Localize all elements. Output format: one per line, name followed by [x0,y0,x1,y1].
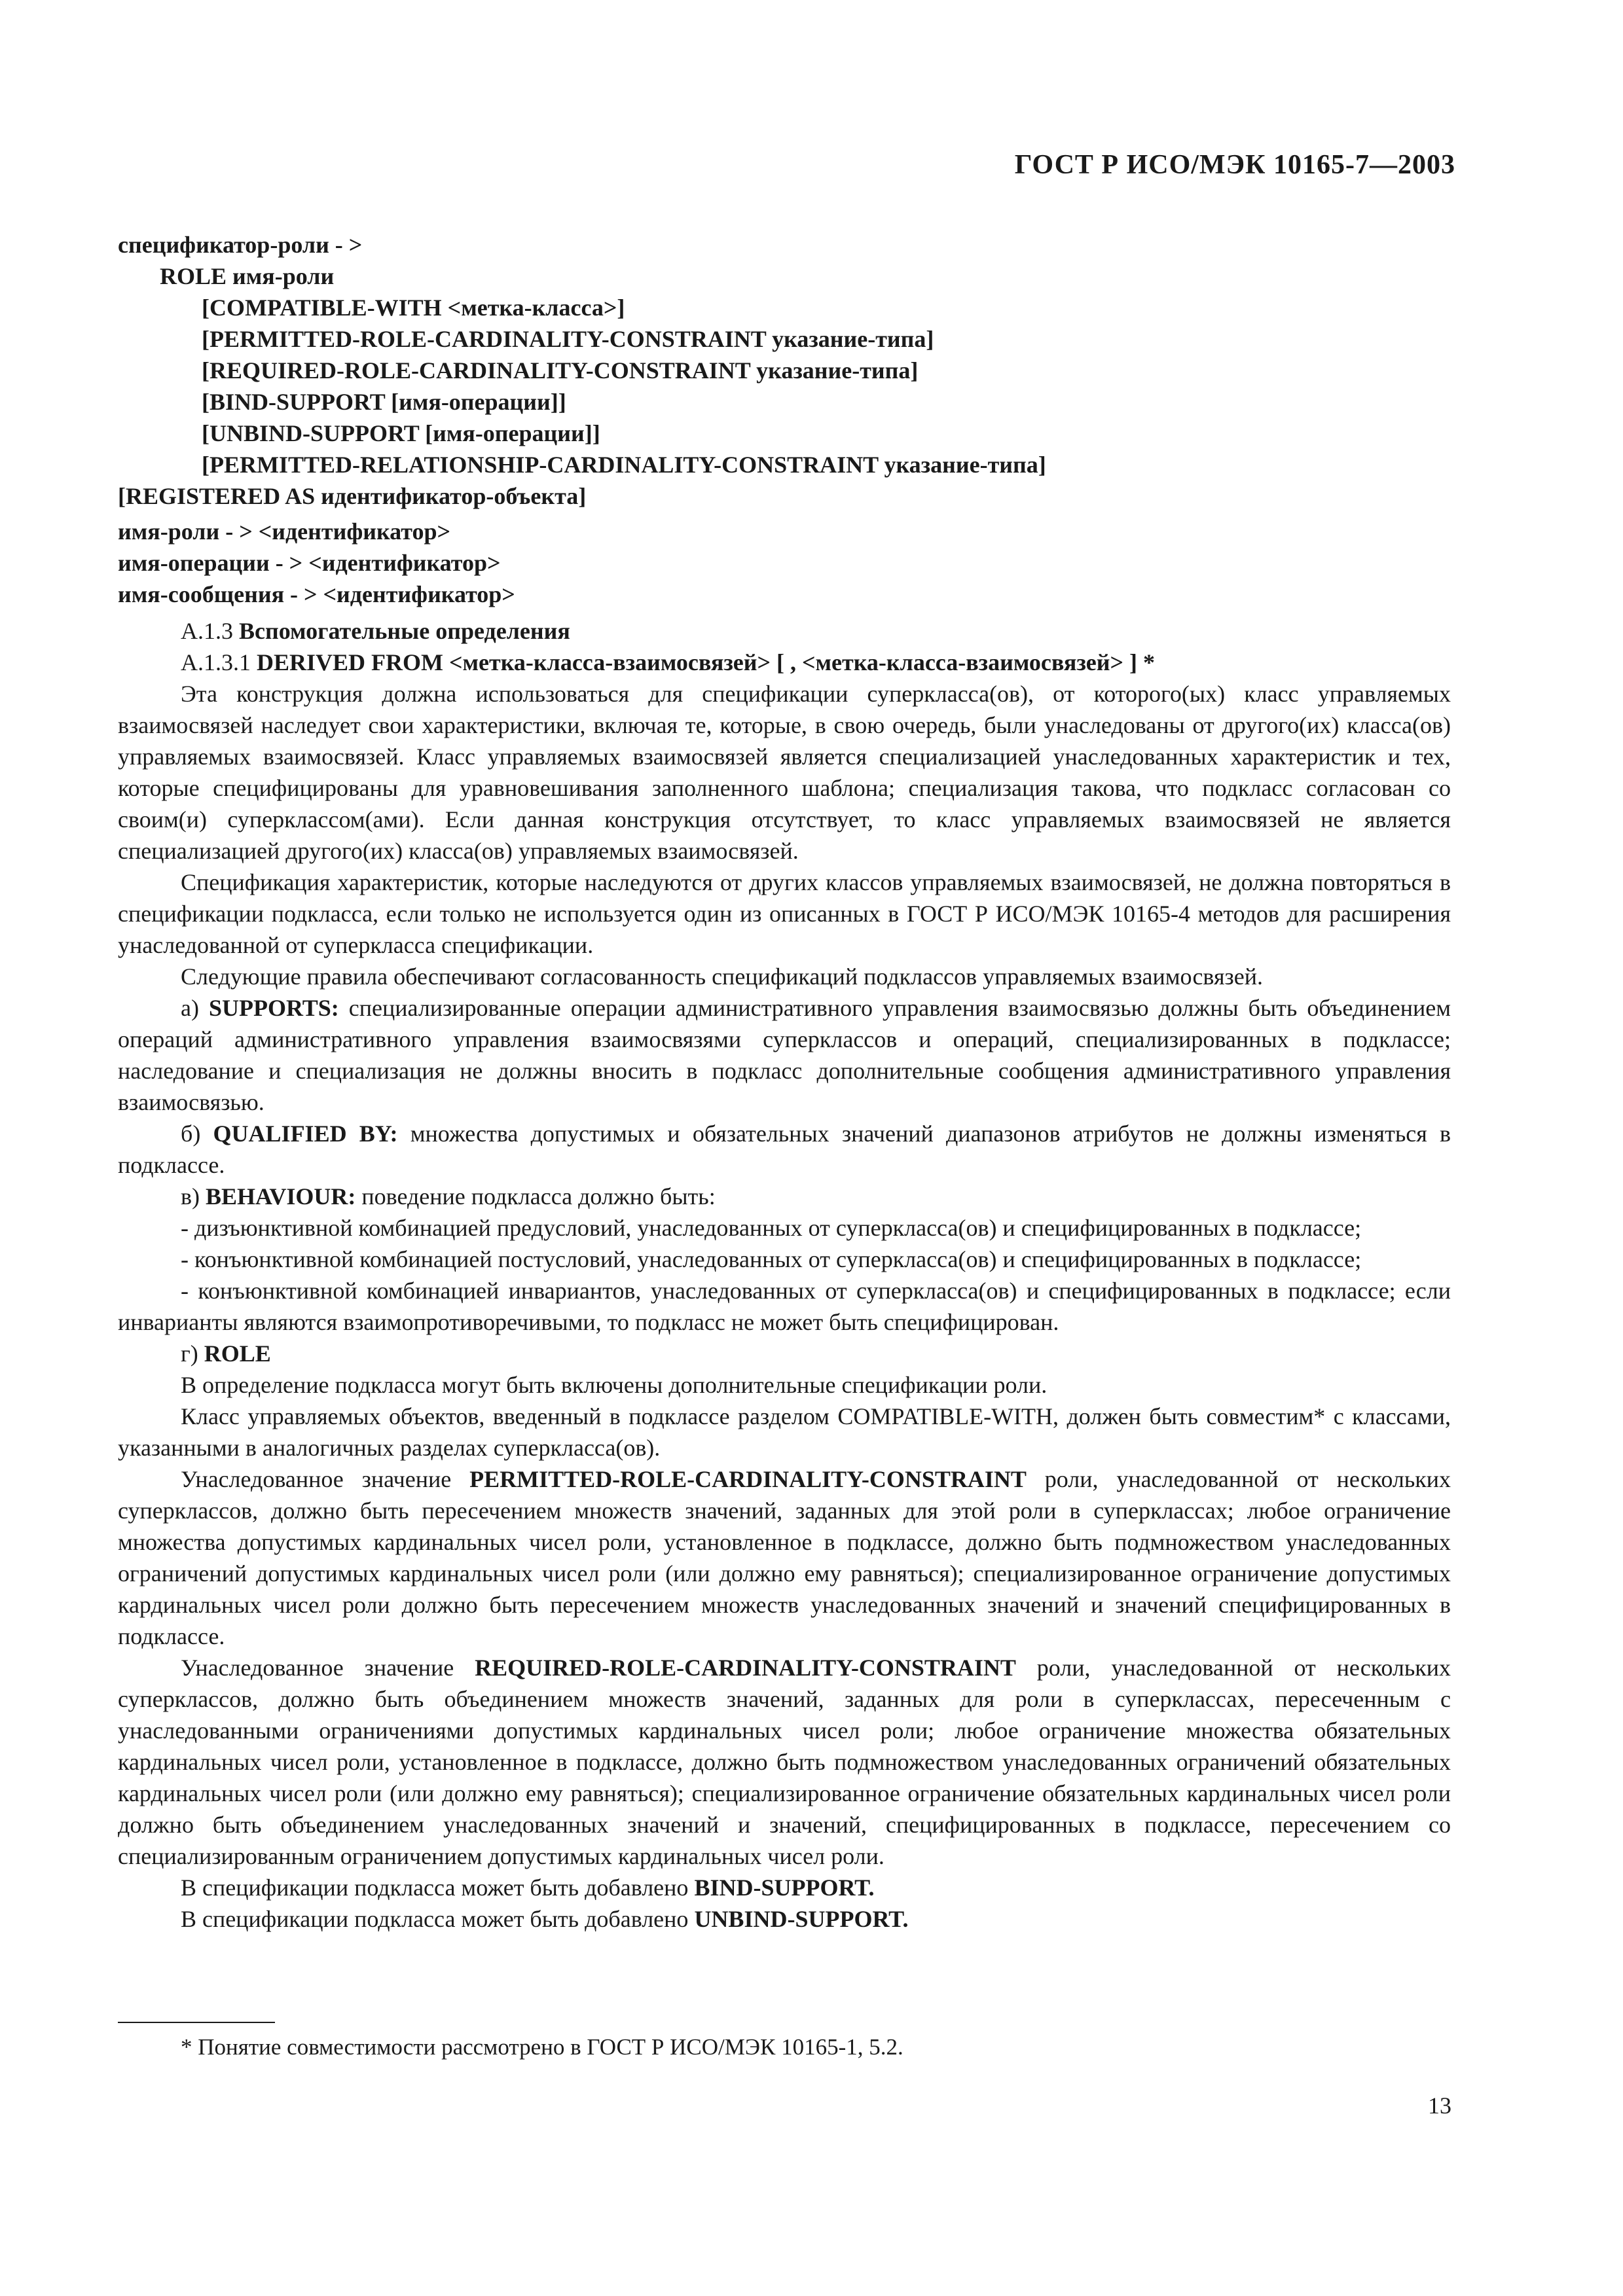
grammar-def: имя-сообщения - > <идентификатор> [118,581,515,607]
footnote: * Понятие совместимости рассмотрено в ГОСТ Р ИСО/МЭК 10165-1, 5.2. [181,2034,903,2060]
rule-keyword: BEHAVIOUR: [206,1183,356,1210]
rule-label: б) [181,1121,201,1147]
grammar-line: ROLE имя-роли [160,263,335,289]
section-number: А.1.3 [181,618,233,644]
text-run: В спецификации подкласса может быть добавлено [181,1874,689,1901]
paragraph: Спецификация характеристик, которые наследуются от других классов управляемых взаимосвязей, не должна повторяться в спецификации подкласса, если только не используется один из описанных в ГОСТ Р ИСО/МЭК 10165-4 методов для расширения унаследованной от суперкласса спецификации. [118,869,1451,958]
paragraph [118,1872,1451,1903]
rule-b [118,1118,1451,1181]
rule-text: специализированные операции административного управления взаимосвязью должны быть объединением операций административного управления взаимосвязями суперклассов и операций, специализированных в подклассе; наследование и специализация не должны вносить в подкласс дополнительные сообщения административного управления взаимосвязью. [118,995,1451,1115]
grammar-def: имя-роли - > <идентификатор> [118,518,450,545]
list-item: - конъюнктивной комбинацией инвариантов, унаследованных от суперкласса(ов) и специфицированных в подклассе; если инварианты являются взаимопротиворечивыми, то подкласс не может быть специфицирован. [118,1278,1451,1335]
grammar-line: [PERMITTED-RELATIONSHIP-CARDINALITY-CONSTRAINT указание-типа] [202,452,1046,478]
rule-a [118,992,1451,1118]
grammar-definitions [118,516,1451,610]
paragraph [118,1652,1451,1872]
text-run: Унаследованное значение [181,1466,452,1492]
grammar-line: [REQUIRED-ROLE-CARDINALITY-CONSTRAINT указание-типа] [202,357,919,384]
text-run: Унаследованное значение [181,1655,454,1681]
rule-text: множества допустимых и обязательных значений диапазонов атрибутов не должны изменяться в подклассе. [118,1121,1451,1178]
keyword: BIND-SUPPORT. [694,1874,875,1901]
rule-label: в) [181,1183,200,1210]
grammar-def: имя-операции - > <идентификатор> [118,550,501,576]
subsection-number: А.1.3.1 [181,649,251,675]
section-title: Вспомогательные определения [239,618,570,644]
page-number: 13 [1428,2092,1451,2119]
keyword: PERMITTED-ROLE-CARDINALITY-CONSTRAINT [469,1466,1027,1492]
grammar-line: [BIND-SUPPORT [имя-операции]] [202,389,566,415]
keyword: REQUIRED-ROLE-CARDINALITY-CONSTRAINT [475,1655,1016,1681]
paragraph [118,1903,1451,1935]
page-content [118,229,1451,1935]
list-item: - дизъюнктивной комбинацией предусловий, унаследованных от суперкласса(ов) и специфицированных в подклассе; [181,1215,1362,1241]
keyword: UNBIND-SUPPORT. [694,1906,909,1932]
rule-label: а) [181,995,199,1021]
paragraph: Эта конструкция должна использоваться для спецификации суперкласса(ов), от которого(ых) класс управляемых взаимосвязей наследует свои характеристики, включая те, которые, в свою очередь, были унаследованы от другого(их) класса(ов) управляемых взаимосвязей. Класс управляемых взаимосвязей является специализацией унаследованных характеристик и тех, которые специфицированы для уравновешивания заполненного шаблона; специализация такова, что подкласс согласован со своим(и) суперклассом(ами). Если данная конструкция отсутствует, то класс управляемых взаимосвязей не является специализацией другого(их) класса(ов) управляемых взаимосвязей. [118,681,1451,864]
paragraph: Класс управляемых объектов, введенный в подклассе разделом COMPATIBLE-WITH, должен быть совместим* с классами, указанными в аналогичных разделах суперкласса(ов). [118,1403,1451,1461]
rule-text: поведение подкласса должно быть: [361,1183,716,1210]
section-heading [118,615,1451,678]
rule-keyword: QUALIFIED BY: [213,1121,398,1147]
grammar-line: спецификатор-роли - > [118,232,363,258]
text-run: роли, унаследованной от нескольких суперклассов, должно быть объединением множеств значений, заданных для роли в суперклассах, пересеченным с унаследованными ограничениями допустимых кардинальных чисел роли; любое ограничение множества обязательных кардинальных чисел роли, установленное в подклассе, должно быть подмножеством унаследованных ограничений обязательных кардинальных чисел роли (или должно ему равняться); специализированное ограничение обязательных кардинальных чисел роли должно быть объединением унаследованных значений и значений, специфицированных в подклассе, пересечением со специализированным ограничением допустимых кардинальных чисел роли. [118,1655,1451,1869]
list-item: - конъюнктивной комбинацией постусловий, унаследованных от суперкласса(ов) и специфицированных в подклассе; [181,1246,1362,1272]
paragraph [118,1463,1451,1652]
grammar-block [118,229,1451,512]
text-run: В спецификации подкласса может быть добавлено [181,1906,689,1932]
paragraph: Следующие правила обеспечивают согласованность спецификаций подклассов управляемых взаимосвязей. [181,963,1263,990]
text-run: роли, унаследованной от нескольких суперклассов, должно быть пересечением множеств значений, заданных для этой роли в суперклассах; любое ограничение множества допустимых кардинальных чисел роли, установленное в подклассе, должно быть подмножеством унаследованных ограничений допустимых кардинальных чисел роли (или должно ему равняться); специализированное ограничение допустимых кардинальных чисел роли должно быть пересечением множеств унаследованных значений и значений специфицированных в подклассе. [118,1466,1451,1649]
paragraph: В определение подкласса могут быть включены дополнительные спецификации роли. [181,1372,1048,1398]
grammar-line: [REGISTERED AS идентификатор-объекта] [118,483,587,509]
document-header: ГОСТ Р ИСО/МЭК 10165-7—2003 [1014,150,1455,180]
grammar-line: [UNBIND-SUPPORT [имя-операции]] [202,420,600,446]
rule-keyword: ROLE [204,1340,271,1367]
rule-label: г) [181,1340,198,1367]
grammar-line: [PERMITTED-ROLE-CARDINALITY-CONSTRAINT указание-типа] [202,326,934,352]
rule-keyword: SUPPORTS: [208,995,339,1021]
grammar-line: [COMPATIBLE-WITH <метка-класса>] [202,295,625,321]
subsection-title: DERIVED FROM <метка-класса-взаимосвязей> [ , <метка-класса-взаимосвязей> ] * [257,649,1156,675]
footnote-divider [118,2022,275,2023]
rule-d [118,1338,1451,1369]
rule-c [118,1181,1451,1212]
